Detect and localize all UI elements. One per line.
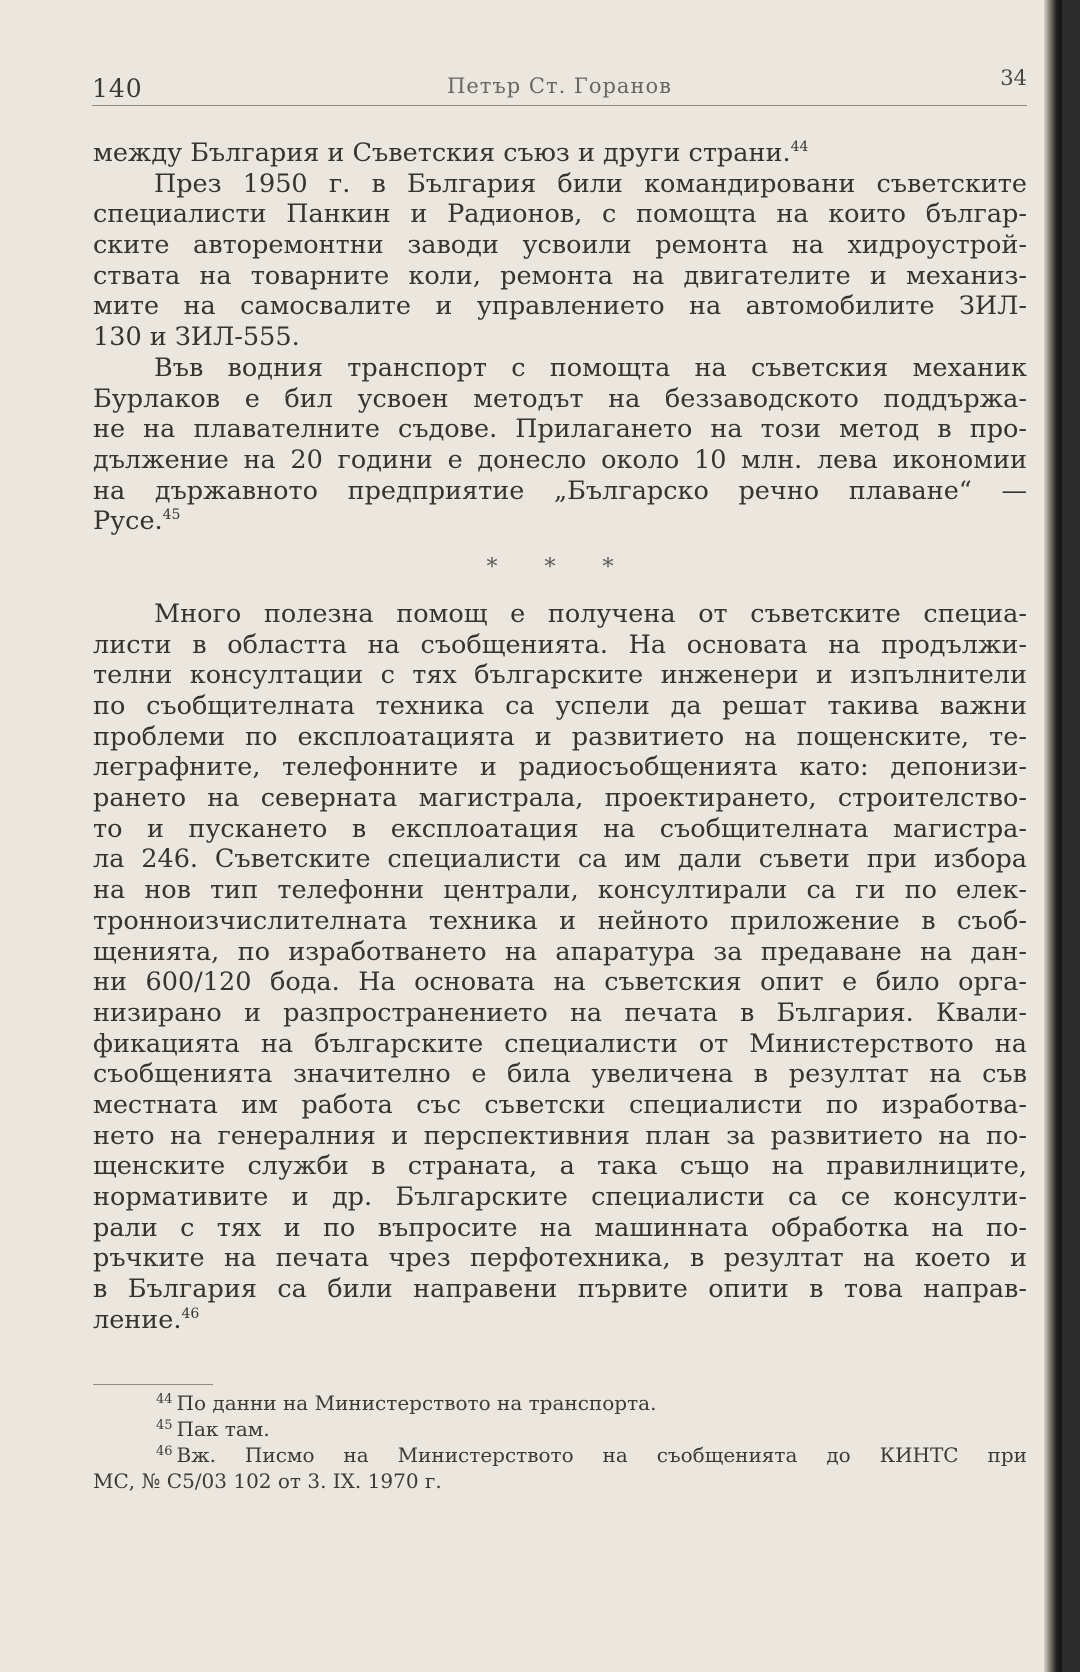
text-line: фикацията на българските специалисти от Министерството на (93, 1028, 1027, 1059)
text-line: между България и Съветския съюз и други страни.$^{44}$ (93, 138, 809, 168)
text-line: на нов тип телефонни централи, консултирали са ги по елек- (93, 875, 1027, 906)
section-separator: * * * (486, 554, 634, 580)
text-line: листи в областта на съобщенията. На основата на продължи- (93, 629, 1027, 660)
footnote (93, 1390, 1027, 1416)
text-line: рането на северната магистрала, проектирането, строителство- (93, 783, 1027, 814)
footnote-text: Пак там. (176, 1417, 270, 1441)
footnote-ref: 45 (162, 507, 181, 524)
text-line: ските авторемонтни заводи усвоили ремонта на хидроустрой- (93, 230, 1027, 261)
footnote (93, 1416, 1027, 1442)
footnote-mark: 45 (156, 1418, 173, 1433)
text-line: Във водния транспорт с помощта на съветския механик (154, 352, 1027, 383)
text-line: Бурлаков е бил усвоен методът на беззаводското поддържа- (93, 383, 1027, 414)
header-rule (92, 105, 1027, 106)
page-header (92, 66, 1027, 106)
footnote-mark: 46 (156, 1444, 173, 1459)
text-line: съобщенията значително е била увеличена в резултат на съв (93, 1059, 1027, 1090)
text-line: не на плавателните съдове. Прилагането на този метод в про- (93, 414, 1027, 445)
footnote-mark: 44 (156, 1392, 173, 1407)
text-line: дължение на 20 години е донесло около 10 млн. лева икономии (93, 444, 1027, 475)
text-line: ствата на товарните коли, ремонта на двигателите и механиз- (93, 260, 1027, 291)
footnote (93, 1442, 1027, 1468)
page-number: 140 (92, 74, 143, 103)
text-line: проблеми по експлоатацията и развитието на пощенските, те- (93, 721, 1027, 752)
text-line: тронноизчислителната техника и нейното приложение в съоб- (93, 905, 1027, 936)
text-line: в България са били направени първите опити в това направ- (93, 1274, 1027, 1305)
text-line: ла 246. Съветските специалисти са им дали съвети при избора (93, 844, 1027, 875)
text-line: ни 600/120 бода. На основата на съветския опит е било орга- (93, 967, 1027, 998)
footnote-continuation: МС, № С5/03 102 от 3. IX. 1970 г. (93, 1469, 442, 1493)
text-line: 130 и ЗИЛ-555. (93, 322, 300, 353)
footnote-ref: 46 (181, 1305, 200, 1322)
text-line: Много полезна помощ е получена от съветските специа- (154, 598, 1027, 629)
footnote-ref: 44 (790, 139, 809, 155)
text-line: рали с тях и по въпросите на машинната обработка на по- (93, 1212, 1027, 1243)
text-line: то и пускането в експлоатация на съобщителната магистра- (93, 813, 1027, 844)
text-line: на държавното предприятие „Българско речно плаване“ — (93, 475, 1027, 506)
text-line: местната им работа със съветски специалисти по изработва- (93, 1089, 1027, 1120)
text-line: мите на самосвалите и управлението на автомобилите ЗИЛ- (93, 291, 1027, 322)
page-edge-shadow (1044, 0, 1062, 1672)
text-line: щенските служби в страната, а така също на правилниците, (93, 1151, 1027, 1182)
footnote-text: Вж. Писмо на Министерството на съобщенията до КИНТС при (176, 1443, 1027, 1467)
footnotes (93, 1390, 1027, 1494)
chapter-number: 34 (1000, 66, 1027, 90)
text-line: ление.$^{46}$ (93, 1304, 200, 1335)
running-title: Петър Ст. Горанов (447, 74, 672, 98)
body-text (93, 138, 1027, 1335)
text-line: нето на генералния и перспективния план за развитието на по- (93, 1120, 1027, 1151)
text-line: низирано и разпространението на печата в България. Квали- (93, 997, 1027, 1028)
footnote-text: По данни на Министерството на транспорта. (176, 1391, 657, 1415)
footnote-rule (93, 1384, 213, 1385)
text-line: щенията, по изработването на апаратура за предаване на дан- (93, 936, 1027, 967)
text-line: През 1950 г. в България били командировани съветските (154, 168, 1027, 199)
text-line: специалисти Панкин и Радионов, с помощта на които българ- (93, 199, 1027, 230)
text-line: ръчките на печата чрез перфотехника, в резултат на което и (93, 1243, 1027, 1274)
text-line: Русе.$^{45}$ (93, 506, 181, 537)
text-line: леграфните, телефонните и радиосъобщенията като: депонизи- (93, 752, 1027, 783)
text-line: по съобщителната техника са успели да решат такива важни (93, 691, 1027, 721)
text-line: телни консултации с тях българските инженери и изпълнители (93, 660, 1027, 691)
text-line: нормативите и др. Българските специалисти са се консулти- (93, 1182, 1027, 1212)
